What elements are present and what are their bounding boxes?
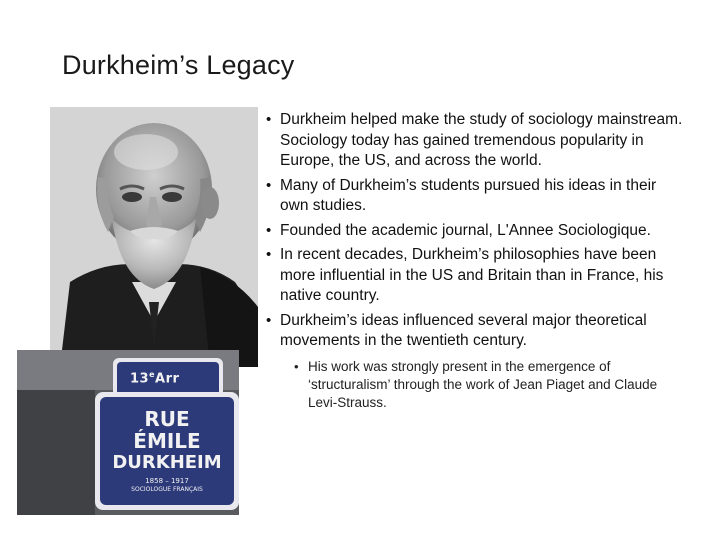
- sign-line-dates: 1858 – 1917: [145, 477, 189, 485]
- bullet-item: • In recent decades, Durkheim’s philosophies have been more influential in the US and Britain than in France, his native country.: [266, 245, 686, 307]
- bullet-item: • Founded the academic journal, L'Annee Sociologique.: [266, 221, 686, 242]
- sign-line-rue: RUE: [144, 407, 190, 431]
- sign-line-durkheim: DURKHEIM: [112, 452, 222, 473]
- bullet-item: • Durkheim helped make the study of sociology mainstream. Sociology today has gained tremendous popularity in Europe, the US, and across the world.: [266, 110, 686, 172]
- slide-title: Durkheim’s Legacy: [62, 50, 295, 80]
- sign-arrondissement: [130, 370, 179, 386]
- sub-bullet-list: [280, 358, 686, 412]
- bullet-item: • Many of Durkheim’s students pursued his ideas in their own studies.: [266, 176, 686, 217]
- sign-text-block: [103, 408, 231, 494]
- sign-arrondissement-tail: Arr: [155, 371, 180, 387]
- portrait-illustration: [50, 107, 258, 367]
- portrait-photo: [50, 107, 258, 367]
- bullet-list: [266, 110, 686, 412]
- sign-line-subtitle: SOCIOLOGUE FRANÇAIS: [131, 486, 203, 493]
- sign-line-emile: ÉMILE: [133, 429, 201, 453]
- street-sign-photo: [17, 350, 239, 515]
- bullet-item-text: Durkheim’s ideas influenced several major theoretical movements in the twentieth century.: [280, 311, 647, 349]
- sub-bullet-item: • His work was strongly present in the emergence of ‘structuralism’ through the work of Jean Piaget and Claude Levi-Strauss.: [294, 358, 686, 412]
- sign-arrondissement-number: 13: [130, 371, 150, 387]
- slide-content: [266, 110, 686, 416]
- sign-arrondissement-suffix: e: [149, 370, 156, 379]
- bullet-item-with-sub: [266, 311, 686, 412]
